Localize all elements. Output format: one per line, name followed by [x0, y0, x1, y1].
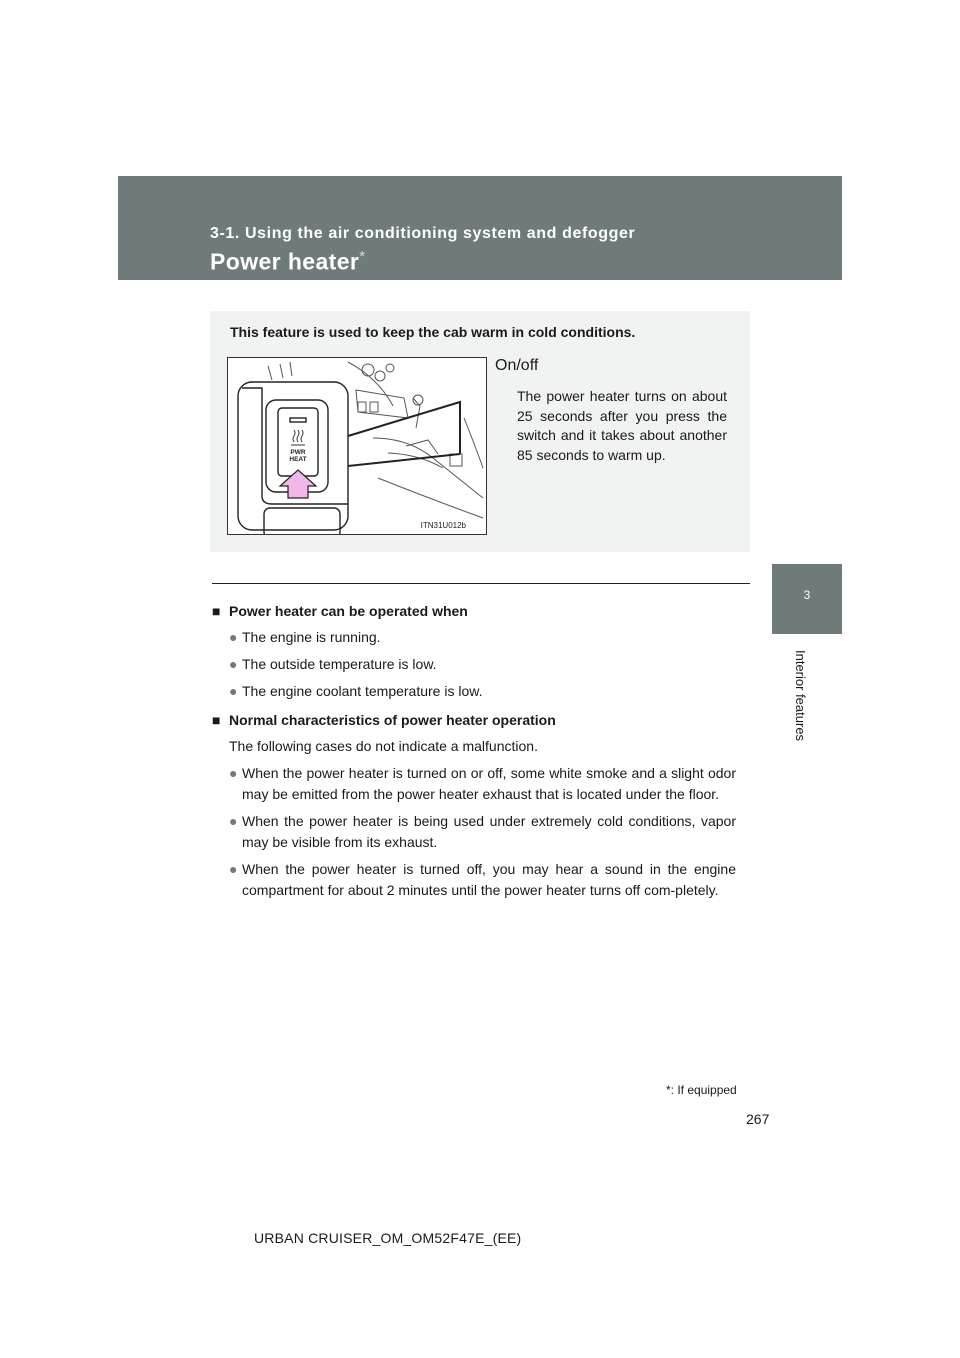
- header-band: [118, 176, 842, 280]
- info-box: [210, 311, 750, 552]
- list-item: ● The outside temperature is low.: [229, 654, 736, 675]
- equipment-mark: *: [359, 248, 366, 265]
- footnote-mark: *: [666, 1083, 671, 1097]
- figure-code: ITN31U012b: [420, 521, 466, 530]
- section-title: 3-1. Using the air conditioning system and defogger: [210, 225, 636, 242]
- onoff-description: The power heater turns on about 25 seconds after you press the switch and it takes about another 85 seconds to warm up.: [517, 388, 727, 463]
- section-heading: ■ Normal characteristics of power heater operation: [212, 710, 736, 731]
- bullet-dot-icon: ●: [229, 629, 238, 645]
- switch-illustration: [227, 357, 487, 535]
- bullet-dot-icon: ●: [229, 813, 238, 829]
- page-title: [210, 248, 366, 276]
- chapter-tab[interactable]: [772, 564, 842, 634]
- square-bullet-icon: ■: [212, 603, 221, 619]
- bullet-dot-icon: ●: [229, 861, 238, 877]
- bullet-dot-icon: ●: [229, 656, 238, 672]
- notes-section: [212, 601, 736, 907]
- switch-label-line1: PWR: [290, 449, 306, 456]
- intro-text: This feature is used to keep the cab warm in cold conditions.: [230, 324, 636, 340]
- divider: [212, 583, 750, 584]
- list-item: ● When the power heater is turned off, you may hear a sound in the engine compartment for about 2 minutes until the power heater turns off com-pletely.: [229, 859, 736, 901]
- page-number: 267: [746, 1111, 770, 1127]
- footnote-text: : If equipped: [670, 1083, 737, 1097]
- square-bullet-icon: ■: [212, 712, 221, 728]
- onoff-label: On/off: [495, 357, 539, 374]
- document-id: URBAN CRUISER_OM_OM52F47E_(EE): [254, 1230, 522, 1246]
- chapter-label: Interior features: [793, 650, 808, 742]
- chapter-number: 3: [803, 588, 811, 602]
- list-item: ● When the power heater is being used under extremely cold conditions, vapor may be visible from its exhaust.: [229, 811, 736, 853]
- switch-label-line2: HEAT: [289, 456, 307, 463]
- bullet-dot-icon: ●: [229, 765, 238, 781]
- list-item: ● When the power heater is turned on or off, some white smoke and a slight odor may be emitted from the power heater exhaust that is located under the floor.: [229, 763, 736, 805]
- list-item: ● The engine coolant temperature is low.: [229, 681, 736, 702]
- bullet-dot-icon: ●: [229, 683, 238, 699]
- page-title-text: Power heater: [210, 248, 360, 275]
- section-text: The following cases do not indicate a malfunction.: [229, 738, 538, 754]
- section-heading: ■ Power heater can be operated when: [212, 601, 736, 622]
- footnote: [666, 1083, 737, 1097]
- list-item: ● The engine is running.: [229, 627, 736, 648]
